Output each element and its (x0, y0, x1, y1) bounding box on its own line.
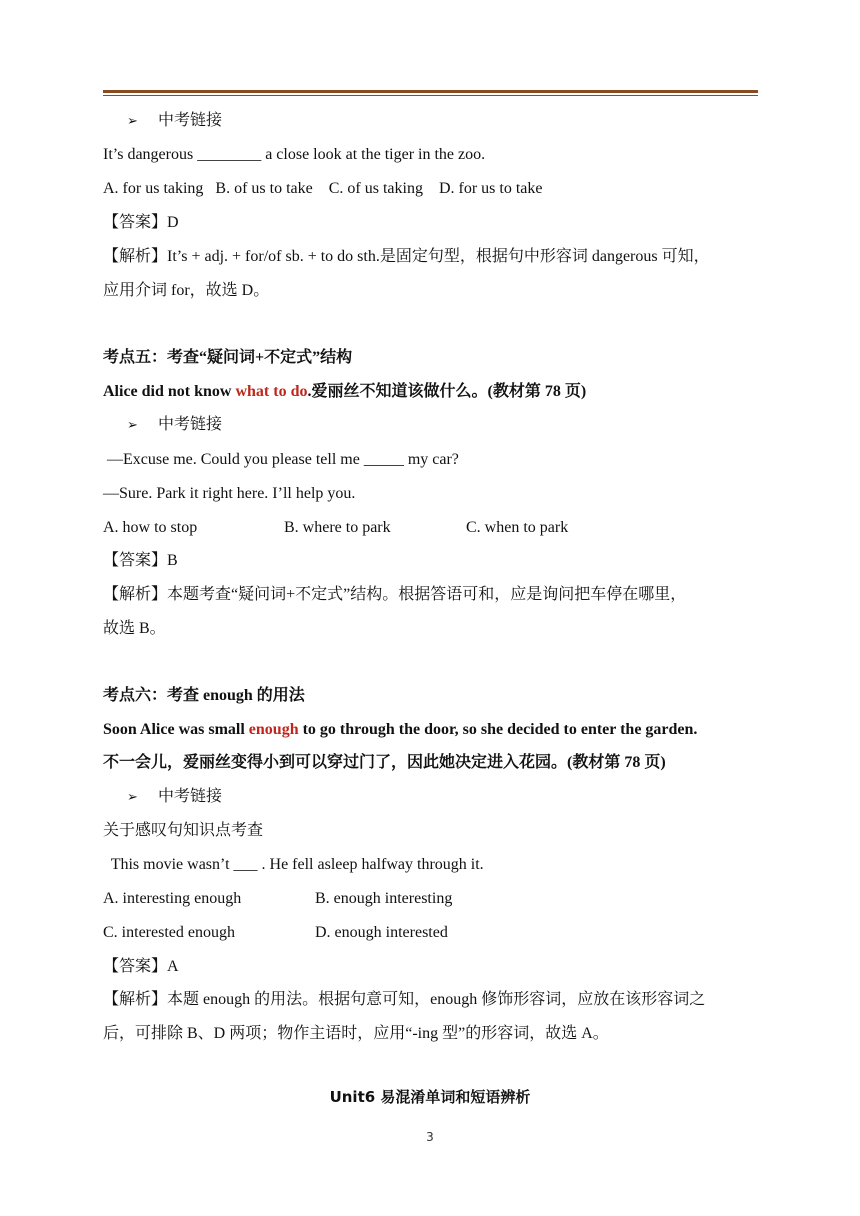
q3-option-b: B. enough interesting (315, 890, 453, 907)
point6-title: 考点六：考查 enough 的用法 (103, 687, 305, 704)
point5-example-post: .爱丽丝不知道该做什么。(教材第 78 页) (307, 383, 587, 400)
point6-example-pre: Soon Alice was small (103, 721, 249, 738)
point5-example (103, 382, 586, 402)
point5-example-pre: Alice did not know (103, 383, 236, 400)
page-number: 3 (426, 1130, 434, 1144)
q1-explanation-2: 应用介词 for，故选 D。 (103, 282, 270, 299)
q3-question: This movie wasn’t ___ . He fell asleep halfway through it. (103, 856, 484, 873)
q2-line-2: —Sure. Park it right here. I’ll help you. (103, 485, 356, 502)
q3-option-a: A. interesting enough (103, 890, 242, 907)
link-label: 中考链接 (158, 788, 223, 805)
q2-explanation-2: 故选 B。 (103, 620, 166, 637)
point6-example-highlight: enough (248, 721, 299, 738)
q3-intro: 关于感叹句知识点考查 (103, 822, 264, 839)
point6-example-post: to go through the door, so she decided to enter the garden. (298, 721, 698, 738)
point5-title: 考点五：考查“疑问词+不定式”结构 (103, 349, 353, 366)
point6-example-translation: 不一会儿，爱丽丝变得小到可以穿过门了，因此她决定进入花园。(教材第 78 页) (103, 754, 666, 771)
link-label: 中考链接 (158, 112, 223, 129)
q2-line-1: —Excuse me. Could you please tell me _____ my car? (103, 451, 459, 468)
q3-explanation-1: 【解析】本题 enough 的用法。根据句意可知，enough 修饰形容词，应放在该形容词之 (103, 991, 706, 1008)
point5-example-highlight: what to do (235, 383, 308, 400)
q3-option-c: C. interested enough (103, 924, 235, 941)
q2-option-b: B. where to park (284, 519, 391, 536)
header-rule (103, 90, 758, 96)
q3-option-d: D. enough interested (315, 924, 448, 941)
q2-option-c: C. when to park (466, 519, 569, 536)
bullet-icon: ➢ (127, 113, 138, 128)
unit-title: Unit6 易混淆单词和短语辨析 (329, 1088, 531, 1106)
q2-explanation-1: 【解析】本题考查“疑问词+不定式”结构。根据答语可和，应是询问把车停在哪里， (103, 586, 687, 603)
bullet-icon: ➢ (127, 417, 138, 432)
q1-question: It’s dangerous ________ a close look at the tiger in the zoo. (103, 146, 486, 163)
q3-explanation-2: 后，可排除 B、D 两项；物作主语时，应用“-ing 型”的形容词，故选 A。 (103, 1025, 609, 1042)
bullet-icon: ➢ (127, 789, 138, 804)
q1-answer: 【答案】D (103, 214, 179, 231)
q1-explanation-1: 【解析】It’s + adj. + for/of sb. + to do sth.是固定句型，根据句中形容词 dangerous 可知， (103, 248, 710, 265)
q3-answer: 【答案】A (103, 958, 179, 975)
q2-option-a: A. how to stop (103, 519, 198, 536)
point6-example (103, 720, 697, 740)
link-label: 中考链接 (158, 416, 223, 433)
q1-options: A. for us taking B. of us to take C. of us taking D. for us to take (103, 180, 543, 197)
q2-answer: 【答案】B (103, 552, 178, 569)
